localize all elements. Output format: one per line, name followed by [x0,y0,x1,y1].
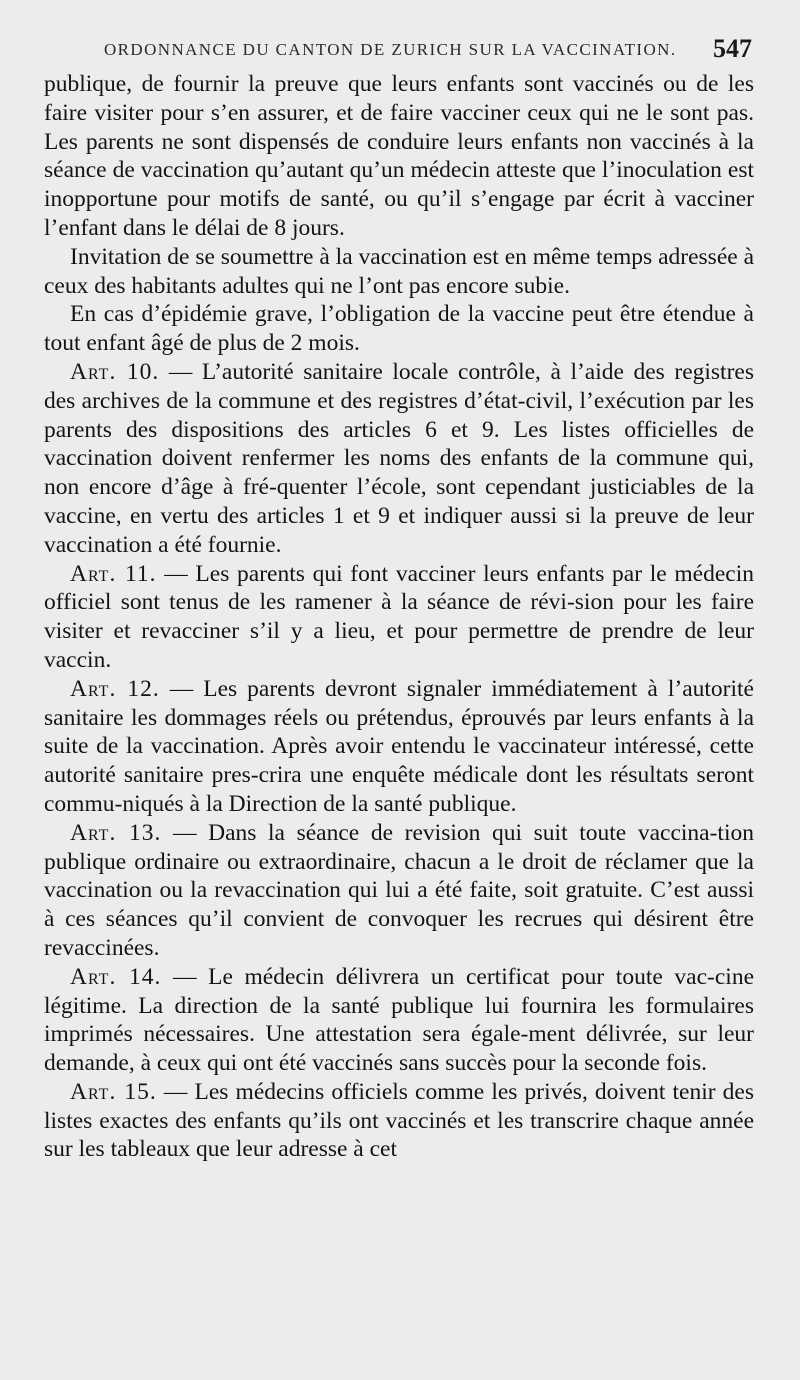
article-text: — L’autorité sanitaire locale contrôle, à l’aide des registres des archives de la commune et des registres d’état-civil, l’exécution par les parents des dispositions des articles 6 et 9. Les listes officielles de vaccination doivent renfermer les noms des enfants de la commune qui, non encore d’âge à fré-quenter l’école, sont cependant justiciables de la vaccine, en vertu des articles 1 et 9 et indiquer aussi si la preuve de leur vaccination a été fournie. [44,358,754,558]
article-14 [44,963,754,1078]
article-label: Art. 10. [70,358,160,385]
body-text [44,70,754,1164]
article-15 [44,1078,754,1164]
article-label: Art. 14. [70,963,162,990]
article-10 [44,358,754,560]
article-text: — Les parents devront signaler immédiatement à l’autorité sanitaire les dommages réels ou prétendus, éprouvés par leurs enfants à la suite de la vaccination. Après avoir entendu le vaccinateur intéressé, cette autorité sanitaire pres-crira une enquête médicale dont les résultats seront commu-niqués à la Direction de la santé publique. [44,675,754,817]
article-label: Art. 13. [70,819,162,846]
article-11 [44,560,754,675]
article-label: Art. 15. [70,1078,157,1105]
article-12 [44,675,754,819]
article-label: Art. 11. [70,560,157,587]
paragraph-text: Invitation de se soumettre à la vaccination est en même temps adressée à ceux des habitants adultes qui ne l’ont pas encore subie. [44,243,754,299]
paragraph-text: En cas d’épidémie grave, l’obligation de la vaccine peut être étendue à tout enfant âgé de plus de 2 mois. [44,301,754,357]
running-title: ORDONNANCE DU CANTON DE ZURICH SUR LA VACCINATION. [104,40,677,59]
article-text: — Les parents qui font vacciner leurs enfants par le médecin officiel sont tenus de les ramener à la séance de révi-sion pour les faire visiter et revacciner s’il y a lieu, et pour permettre de prendre de leur vaccin. [44,560,754,673]
article-text: — Les médecins officiels comme les privés, doivent tenir des listes exactes des enfants qu’ils ont vaccinés et les transcrire chaque année sur les tableaux que leur adresse à cet [44,1078,754,1163]
article-label: Art. 12. [70,675,160,702]
article-text: — Dans la séance de revision qui suit toute vaccina-tion publique ordinaire ou extraordinaire, chacun a le droit de réclamer que la vaccination ou la revaccination qui lui a été faite, soit gratuite. C’est aussi à ces séances qu’il convient de convoquer les recrues qui désirent être revaccinées. [44,819,754,961]
article-13 [44,819,754,963]
running-head [44,26,754,70]
paragraph-text: publique, de fournir la preuve que leurs enfants sont vaccinés ou de les faire visiter pour s’en assurer, et de faire vacciner ceux qui ne le sont pas. Les parents ne sont dispensés de conduire leurs enfants non vaccinés à la séance de vaccination qu’autant qu’un médecin atteste que l’inoculation est inopportune pour motifs de santé, ou qu’il s’engage par écrit à vacciner l’enfant dans le délai de 8 jours. [44,71,754,241]
page-number: 547 [713,34,752,63]
paragraph-epidemic [44,300,754,358]
paragraph-adults-invitation [44,243,754,301]
article-text: — Le médecin délivrera un certificat pour toute vac-cine légitime. La direction de la santé publique lui fournira les formulaires imprimés nécessaires. Une attestation sera égale-ment délivrée, sur leur demande, à ceux qui ont été vaccinés sans succès pour la seconde fois. [44,963,754,1077]
paragraph-continuation [44,70,754,243]
